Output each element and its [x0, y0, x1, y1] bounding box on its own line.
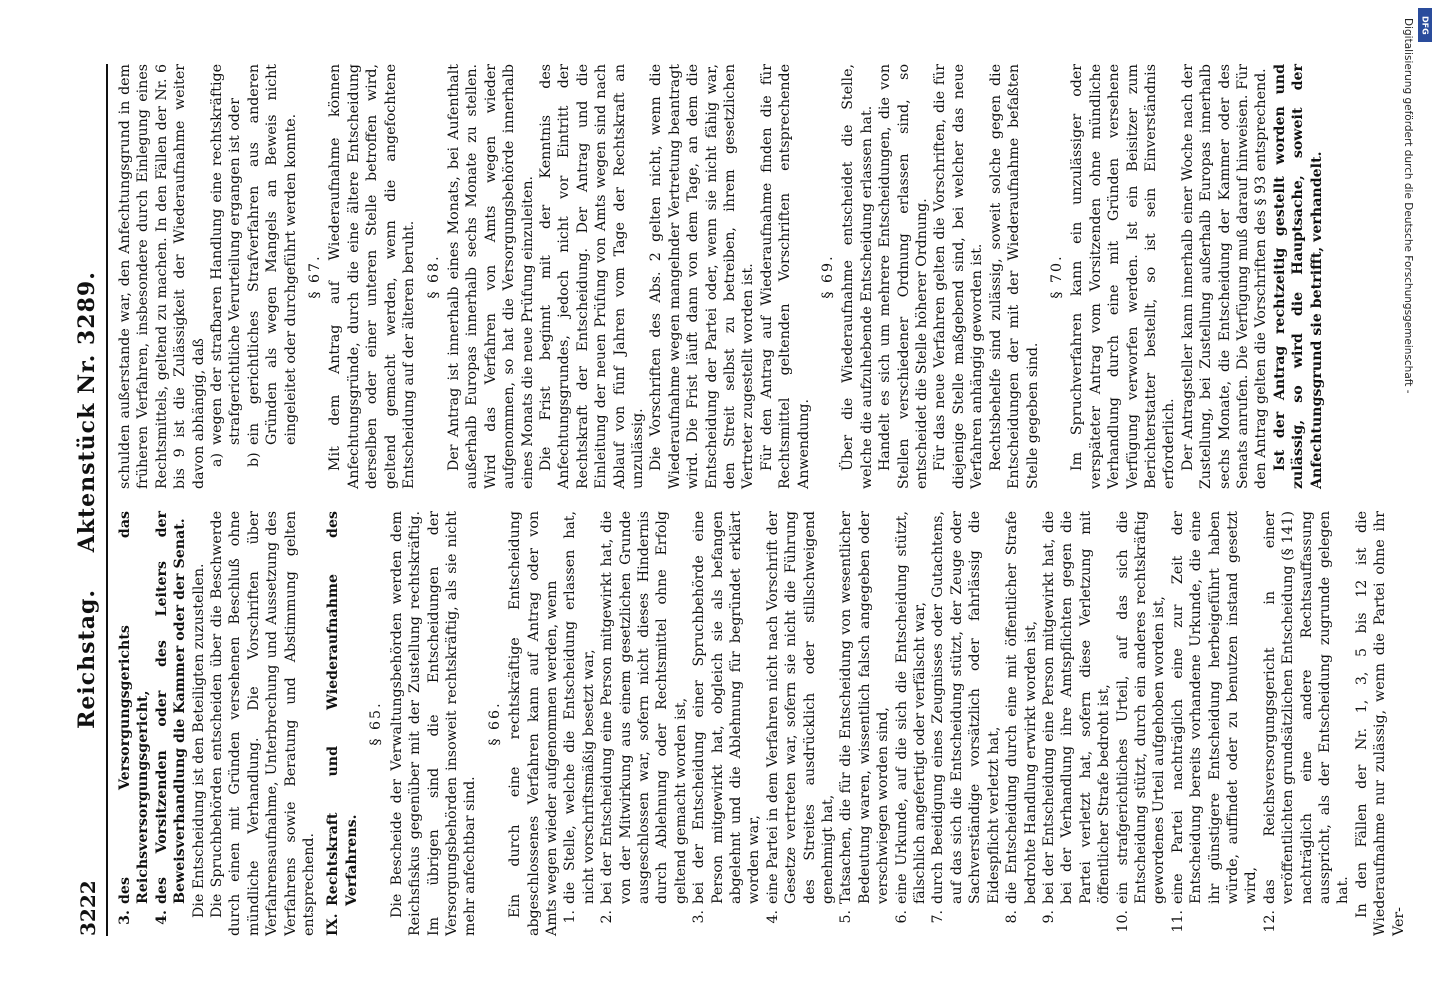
list-item: 3. des Versorgungsgerichts das Reichsversorgungsgericht, — [117, 511, 152, 925]
sub-item: a) wegen der strafbaren Handlung eine rechtskräftige strafgerichtliche Verurteilung ergangen ist oder — [209, 64, 244, 467]
paragraph: Der Antragsteller kann innerhalb einer Woche nach der Zustellung, bei Zustellung außerhalb Europas innerhalb sechs Monate, die Entscheidung der Kammer oder des Senats anrufen. Die Verfügung muß darauf hinweisen. Für den Antrag gelten die Vorschriften des § 93 entsprechend. — [1179, 64, 1270, 489]
list-item: 7. durch Beeidigung eines Zeugnisses oder Gutachtens, auf das sich die Entscheidung stützt, der Zeuge oder Sachverständige vorsätzlich oder fahrlässig die Eidespflicht verletzt hat, — [930, 511, 1002, 924]
paragraph: Der Antrag ist innerhalb eines Monats, bei Aufenthalt außerhalb Europas innerhalb sechs Monate zu stellen. Wird das Verfahren von Amts wegen wieder aufgenommen, so hat die Versorgungsbehörde innerhalb eines Monats die neue Prüfung einzuleiten. — [445, 64, 536, 489]
list-item: 12. das Reichsversorgungsgericht in einer veröffentlichten grundsätzlichen Entscheidung (§ 141) nachträglich eine andere Rechtsauffassung ausspricht, als der Entscheidung zugrunde gelegen hat. — [1261, 511, 1352, 933]
paragraph: Rechtsbehelfe sind zulässig, soweit solche gegen die Entscheidungen der mit der Wiederaufnahme befaßten Stelle gegeben sind. — [987, 64, 1041, 489]
section-number: § 69. — [820, 254, 837, 299]
section-number: § 70. — [1048, 254, 1065, 299]
list-item: 3. bei der Entscheidung einer Spruchbehörde eine Person mitgewirkt hat, obgleich sie als befangen abgelehnt und die Ablehnung für begründet erklärt worden war, — [691, 511, 763, 924]
list-item: 6. eine Urkunde, auf die sich die Entscheidung stützt, fälschlich angefertigt oder verfälscht war, — [893, 511, 929, 924]
page-header — [58, 64, 108, 936]
paragraph: Für den Antrag auf Wiederaufnahme finden die für Rechtsmittel geltenden Vorschriften entsprechende Anwendung. — [758, 64, 812, 489]
right-column — [116, 64, 1325, 489]
list-item: 5. Tatsachen, die für die Entscheidung von wesentlicher Bedeutung waren, wissentlich falsch angegeben oder verschwiegen worden sind, — [838, 511, 892, 924]
section-number: § 66. — [486, 701, 503, 746]
paragraph: Ein durch eine rechtskräftige Entscheidung abgeschlossenes Verfahren kann auf Antrag oder von Amts wegen wieder aufgenommen werden, wenn — [507, 511, 560, 936]
list-item: 10. ein strafgerichtliches Urteil, auf das sich die Entscheidung stützt, durch ein anderes rechtskräftig gewordenes Urteil aufgehoben worden ist, — [1114, 511, 1168, 933]
paragraph: Die Bescheide der Verwaltungsbehörden werden dem Reichsfiskus gegenüber mit der Zustellung rechtskräftig. Im übrigen sind die Entscheidungen der Versorgungsbehörden insoweit rechtskräftig, als sie nicht mehr anfechtbar sind. — [388, 511, 479, 936]
page-number: 3222 — [76, 880, 100, 936]
digitization-watermark — [1398, 18, 1418, 738]
paragraph: Handelt es sich um mehrere Entscheidungen, die von Stellen verschiedener Ordnung erlassen sind, so entscheidet die Stelle höherer Ordnung. — [877, 64, 931, 489]
sub-item: b) ein gerichtliches Strafverfahren aus anderen Gründen als wegen Mangels an Beweis nicht eingeleitet oder durchgeführt werden konnte. — [245, 64, 299, 467]
list-item: 8. die Entscheidung durch eine mit öffentlicher Strafe bedrohte Handlung erwirkt worden ist, — [1004, 511, 1039, 924]
list-item: 1. die Stelle, welche die Entscheidung erlassen hat, nicht vorschriftsmäßig besetzt war, — [562, 511, 597, 924]
running-title — [74, 64, 100, 936]
paragraph: Über die Wiederaufnahme entscheidet die Stelle, welche die aufzuhebende Entscheidung erlassen hat. — [840, 64, 875, 489]
paragraph: Ist der Antrag rechtzeitig gestellt worden und zulässig, so wird die Hauptsache, soweit der Anfechtungsgrund sie betrifft, verhandelt. — [1271, 64, 1325, 489]
paragraph: In den Fällen der Nr. 1, 3, 5 bis 12 ist die Wiederaufnahme nur zulässig, wenn die Partei ohne ihr Ver- — [1353, 511, 1407, 936]
paragraph: Mit dem Antrag auf Wiederaufnahme können Anfechtungsgründe, durch die eine ältere Entscheidung derselben oder einer unteren Stelle betroffen wird, geltend gemacht werden, wenn die angefochtene Entscheidung auf der älteren beruht. — [327, 64, 418, 489]
dfg-logo: DFG — [1418, 8, 1432, 42]
list-item: 4. des Vorsitzenden oder des Leiters der Beweisverhandlung die Kammer oder der Senat. — [153, 511, 189, 925]
section-number: § 67. — [307, 254, 324, 299]
paragraph: Die Spruchbehörden entscheiden über die Beschwerde durch einen mit Gründen versehenen Beschluß ohne mündliche Verhandlung. Die Vorschriften über Verfahrensaufnahme, Unterbrechung und Aussetzung des Verfahrens sowie Beratung und Abstimmung gelten entsprechend. — [209, 511, 318, 936]
list-item: 11. eine Partei nachträglich eine zur Zeit der Entscheidung bereits vorhandene Urkunde, die eine ihr günstigere Entscheidung herbeigeführt haben würde, auffindet oder zu benutzen instand gesetzt wird, — [1169, 511, 1260, 933]
header-right-title: Aktenstück Nr. 3289. — [74, 271, 100, 553]
paragraph: Für das neue Verfahren gelten die Vorschriften, die für diejenige Stelle maßgebend sind, bei welcher das neue Verfahren anhängig geworden ist. — [932, 64, 986, 489]
paragraph: Die Entscheidung ist den Beteiligten zuzustellen. — [190, 563, 207, 918]
list-item: 4. eine Partei in dem Verfahren nicht nach Vorschrift der Gesetze vertreten war, sofern sie nicht die Führung des Streites ausdrücklich oder stillschweigend genehmigt hat, — [764, 511, 837, 924]
two-column-body — [116, 64, 1407, 936]
paragraph: Die Vorschriften des Abs. 2 gelten nicht, wenn die Wiederaufnahme wegen mangelnder Vertretung beantragt wird. Die Frist läuft dann von dem Tage, an dem die Entscheidung der Partei oder, wenn sie nicht fähig war, den Streit selbst zu betreiben, ihrem gesetzlichen Vertreter zugestellt worden ist. — [648, 64, 757, 489]
section-number: § 65. — [368, 701, 385, 746]
paragraph: Im Spruchverfahren kann ein unzulässiger oder verspäteter Antrag vom Vorsitzenden ohne mündliche Verhandlung durch eine mit Gründen versehene Verfügung verworfen werden. Ist ein Beisitzer zum Berichterstatter bestellt, so ist sein Einverständnis erforderlich. — [1069, 64, 1178, 489]
list-item: 2. bei der Entscheidung eine Person mitgewirkt hat, die von der Mitwirkung aus einem gesetzlichen Grunde ausgeschlossen war, sofern nicht dieses Hindernis durch Ablehnung oder Rechtsmittel ohne Erfolg geltend gemacht worden ist, — [599, 511, 689, 924]
watermark-text: Digitalisierung gefördert durch die Deutsche Forschungsgemeinschaft - — [1402, 18, 1414, 394]
paragraph: Die Frist beginnt mit der Kenntnis des Anfechtungsgrundes, jedoch nicht vor Eintritt der Rechtskraft der Entscheidung. Der Antrag und die Einleitung der neuen Prüfung von Amts wegen sind nach Ablauf von fünf Jahren vom Tage der Rechtskraft an unzulässig. — [537, 64, 646, 489]
section-number: § 68. — [425, 254, 442, 299]
list-item: 9. bei der Entscheidung eine Person mitgewirkt hat, die bei der Verhandlung ihre Amtspflichten gegen die Partei verletzt hat, sofern diese Verletzung mit öffentlicher Strafe bedroht ist, — [1040, 511, 1113, 924]
chapter-heading: IX. Rechtskraft und Wiederaufnahme des Verfahrens. — [325, 511, 360, 936]
paragraph: schulden außerstande war, den Anfechtungsgrund in dem früheren Verfahren, insbesondere durch Einlegung eines Rechtsmittels, geltend zu machen. In den Fällen der Nr. 6 bis 9 ist die Zulässigkeit der Wiederaufnahme weiter davon abhängig, daß — [117, 64, 207, 489]
header-left-title: Reichstag. — [74, 589, 100, 729]
left-column — [116, 511, 1407, 936]
